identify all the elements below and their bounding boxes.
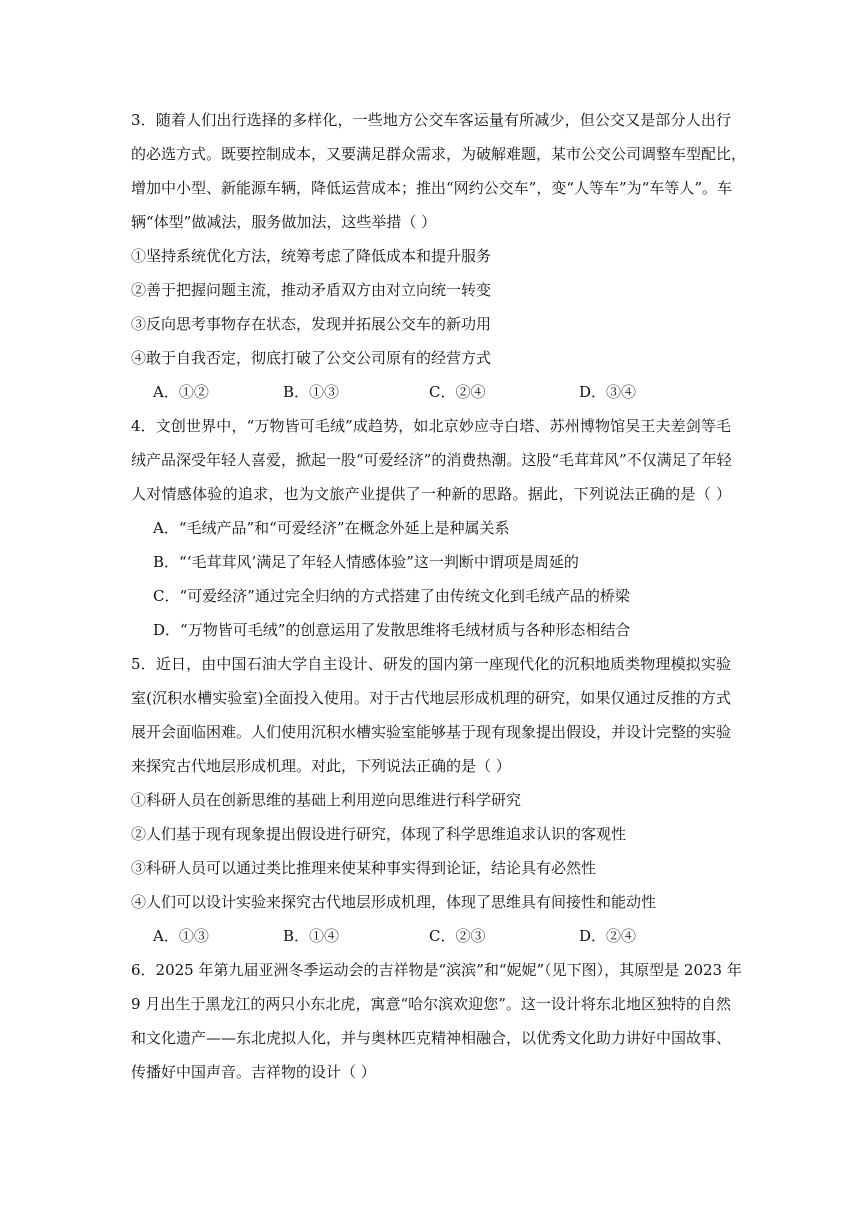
q3-stem-line4: 辆“体型”做减法，服务做加法，这些举措（ ）: [131, 213, 437, 231]
q5-option-b[interactable]: B．①④: [283, 927, 340, 945]
q3-statement-2: ②善于把握问题主流，推动矛盾双方由对立向统一转变: [131, 281, 492, 299]
q3-option-b[interactable]: B．①③: [283, 383, 340, 401]
q5-statement-1: ①科研人员在创新思维的基础上利用逆向思维进行科学研究: [131, 791, 522, 809]
q4-option-d[interactable]: D．“万物皆可毛绒”的创意运用了发散思维将毛绒材质与各种形态相结合: [153, 621, 631, 639]
q6-stem-line1: 6．2025 年第九届亚洲冬季运动会的吉祥物是“滨滨”和“妮妮”（见下图），其原型是 2023 年: [131, 961, 742, 979]
q4-stem-line3: 人对情感体验的追求，也为文旅产业提供了一种新的思路。据此，下列说法正确的是（ ）: [131, 485, 731, 503]
q3-statement-3: ③反向思考事物存在状态，发现并拓展公交车的新功用: [131, 315, 492, 333]
q3-option-c[interactable]: C．②④: [429, 383, 486, 401]
q3-statement-4: ④敢于自我否定，彻底打破了公交公司原有的经营方式: [131, 349, 492, 367]
q5-stem-line2: 室(沉积水槽实验室)全面投入使用。对于古代地层形成机理的研究，如果仅通过反推的方式: [131, 689, 731, 707]
q3-stem-line3: 增加中小型、新能源车辆，降低运营成本；推出“网约公交车”，变“人等车”为“车等人”。车: [131, 179, 733, 197]
q6-stem-line2: 9 月出生于黑龙江的两只小东北虎，寓意“哈尔滨欢迎您”。这一设计将东北地区独特的自然: [131, 995, 731, 1013]
q5-stem-line4: 来探究古代地层形成机理。对此，下列说法正确的是（ ）: [131, 757, 511, 775]
q4-option-a[interactable]: A．“毛绒产品”和“可爱经济”在概念外延上是种属关系: [153, 519, 510, 537]
q5-stem-line1: 5．近日，由中国石油大学自主设计、研发的国内第一座现代化的沉积地质类物理模拟实验: [131, 655, 731, 673]
q5-statement-4: ④人们可以设计实验来探究古代地层形成机理，体现了思维具有间接性和能动性: [131, 893, 657, 911]
q4-option-c[interactable]: C．“可爱经济”通过完全归纳的方式搭建了由传统文化到毛绒产品的桥梁: [153, 587, 630, 605]
q5-option-d[interactable]: D．②④: [579, 927, 637, 945]
q5-option-c[interactable]: C．②③: [429, 927, 486, 945]
q6-stem-line3: 和文化遗产——东北虎拟人化，并与奥林匹克精神相融合，以优秀文化助力讲好中国故事、: [131, 1029, 732, 1047]
q3-stem-line1: 3．随着人们出行选择的多样化，一些地方公交车客运量有所减少，但公交又是部分人出行: [131, 111, 731, 129]
q3-statement-1: ①坚持系统优化方法，统筹考虑了降低成本和提升服务: [131, 247, 492, 265]
q5-option-a[interactable]: A．①③: [153, 927, 209, 945]
q3-option-d[interactable]: D．③④: [579, 383, 637, 401]
q6-stem-line4: 传播好中国声音。吉祥物的设计（ ）: [131, 1063, 376, 1081]
q4-stem-line2: 绒产品深受年轻人喜爱，掀起一股“可爱经济”的消费热潮。这股“毛茸茸风”不仅满足了年轻: [131, 451, 732, 469]
q5-statement-2: ②人们基于现有现象提出假设进行研究，体现了科学思维追求认识的客观性: [131, 825, 627, 843]
q5-stem-line3: 展开会面临困难。人们使用沉积水槽实验室能够基于现有现象提出假设，并设计完整的实验: [131, 723, 732, 741]
q4-stem-line1: 4．文创世界中，“万物皆可毛绒”成趋势，如北京妙应寺白塔、苏州博物馆吴王夫差剑等毛: [131, 417, 731, 435]
q3-option-a[interactable]: A．①②: [153, 383, 209, 401]
q3-stem-line2: 的必选方式。既要控制成本，又要满足群众需求，为破解难题，某市公交公司调整车型配比，: [131, 145, 747, 163]
q5-statement-3: ③科研人员可以通过类比推理来使某种事实得到论证，结论具有必然性: [131, 859, 597, 877]
q4-option-b[interactable]: B．“‘毛茸茸风’满足了年轻人情感体验”这一判断中谓项是周延的: [153, 553, 579, 571]
